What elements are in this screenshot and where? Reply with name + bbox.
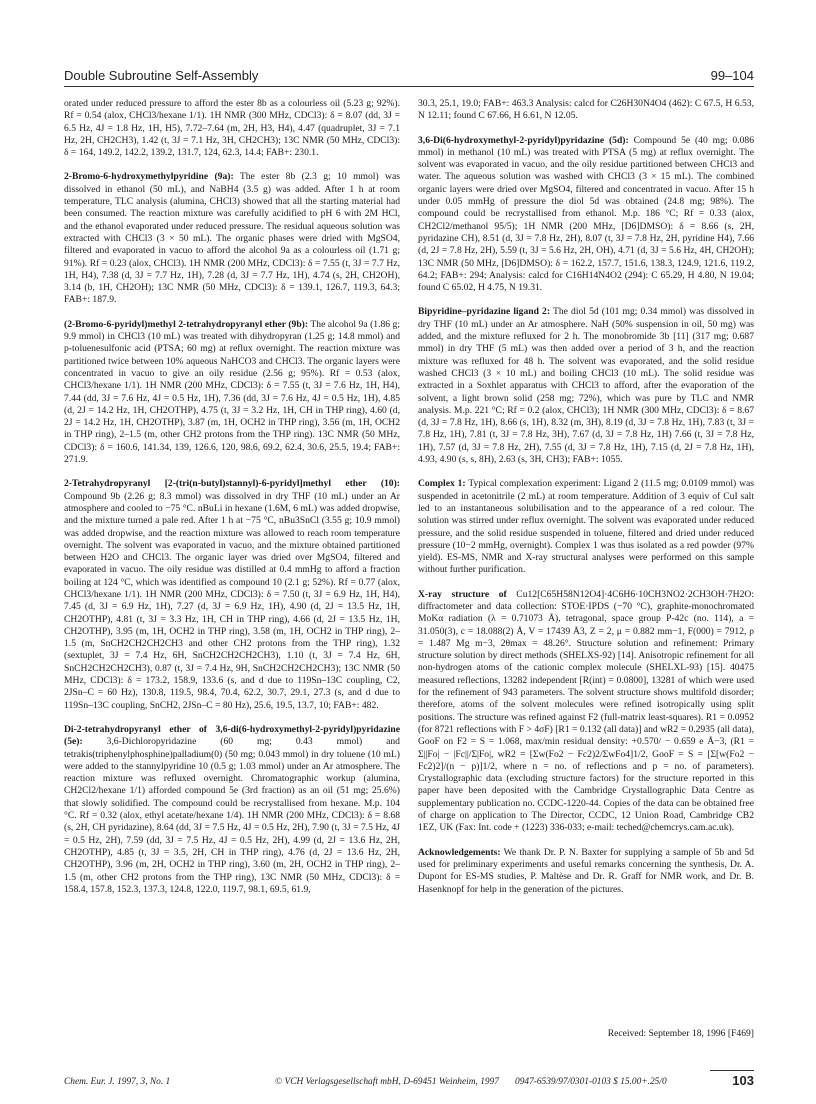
paragraph-text: 30.3, 25.1, 19.0; FAB+: 463.3 Analysis: calcd for C26H30N4O4 (462): C 67.5, H 6.53, N 12.11; found C 67.66, H 6.61, N 12.05. [418,98,754,122]
paragraph-text: 3,6-Dichloropyridazine (60 mg; 0.43 mmol) and tetrakis(triphenylphosphine)palladium(0) (50 mg; 0.043 mmol) in dry toluene (10 mL) were added to the stannylpyridine 10 (0.5 g; 1.03 mmol) under an Ar atmosphere. The reaction mixture was refluxed overnight. Chromatographic workup (alumina, CH2Cl2/hexane 1/1) afforded compound 5e (3rd fraction) as an oil (51 mg; 25.6%) that slowly solidified. The compound could be recrystallised from hexane. M.p. 104 °C. Rf = 0.32 (alox, ethyl acetate/hexane 1/4). 1H NMR (200 MHz, CDCl3): δ = 8.68 (s, 2H, CH pyridazine), 8.64 (dd, 3J = 7.5 Hz, 4J = 0.5 Hz, 2H), 7.90 (t, 3J = 7.5 Hz, 4J = 0.5 Hz, 2H), 7.59 (dd, 3J = 7.5 Hz, 4J = 0.5 Hz, 2H), 4.99 (d, 2J = 13.6 Hz, 2H, CH2OTHP), 4.85 (t, 3J = 3.5, 2H, CH in THP ring), 4.76 (d, 2J = 13.6 Hz, 2H, CH2OTHP), 3.96 (m, 2H, OCH2 in THP ring), 3.60 (m, 2H, OCH2 in THP ring), 2–1.5 (m, other CH2 protons from the THP ring), 13C NMR (50 MHz, CDCl3): δ = 158.4, 157.8, 152.3, 137.3, 124.8, 122.0, 119.7, 98.1, 69.5, 61.9, [64,736,400,895]
left-paragraph [64,171,400,306]
footer-rule [710,1070,754,1071]
running-header-title: Double Subroutine Self-Assembly [64,68,259,83]
footer-journal-citation: Chem. Eur. J. 1997, 3, No. 1 [64,1077,171,1087]
right-text-column [418,98,754,1050]
paragraph-text: The diol 5d (101 mg; 0.34 mmol) was dissolved in dry THF (10 mL) under an Ar atmosphere. NaH (50% suspension in oil, 50 mg) was added, and the mixture refluxed for 2 h. The monobromide 3b [11] (317 mg; 0.687 mmol) in dry THF (5 mL) was then added over a period of 3 h, and the reaction mixture was refluxed for 48 h. The solvent was evaporated, and the solid residue washed CHCl3 (3 × 10 mL) and boiling CHCl3 (10 mL). The solid residue was extracted in a Soxhlet apparatus with CHCl3 to afford, after the evaporation of the solvent, a light brown solid (258 mg; 72%), which was pure by TLC and NMR analysis. M.p. 221 °C; Rf = 0.2 (alox, CHCl3); 1H NMR (300 MHz, CDCl3): δ = 8.67 (d, 3J = 7.8 Hz, 1H), 8.66 (s, 1H), 8.32 (m, 3H), 8.19 (d, 3J = 7.8 Hz, 1H), 7.83 (t, 3J = 7.8 Hz, 1H), 7.81 (t, 3J = 7.8 Hz, 3H), 7.67 (d, 3J = 7.8 Hz, 1H) 7.66 (t, 3J = 7.8 Hz, 1H), 7.57 (d, 3J = 7.8 Hz, 2H), 7.55 (d, 3J = 7.8 Hz, 1H), 7.15 (d, 2J = 7.8 Hz, 1H), 4.93, 4.90 (s, s, 8H), 2.63 (s, 3H, CH3); FAB+: 1055. [418,306,754,466]
running-header-pages: 99–104 [710,68,754,83]
right-paragraph [418,306,754,466]
left-paragraph [64,319,400,467]
footer-issn: 0947-6539/97/0301-0103 $ 15.00+.25/0 [515,1077,667,1087]
footer-publisher: © VCH Verlagsgesellschaft mbH, D-69451 Weinheim, 1997 [275,1077,499,1087]
received-date: Received: September 18, 1996 [F469] [607,1028,754,1039]
left-paragraph [64,98,400,159]
paragraph-text: Compound 9b (2.26 g; 8.3 mmol) was dissolved in dry THF (10 mL) under an Ar atmosphere and cooled to −75 °C. nBuLi in hexane (1.6M, 6 mL) was added dropwise, and the mixture turned a pale red. After 1 h at −75 °C, nBu3SnCl (3.55 g; 10.9 mmol) was added dropwise, and the reaction mixture was allowed to reach room temperature overnight. The solvent was evaporated in vacuo, and the mixture obtained partitioned between H2O and CHCl3. The organic layer was dried over MgSO4, filtered and evaporated in vacuo. The oily residue was distilled at 0.4 mmHg to afford a fraction boiling at 124 °C, which was identified as compound 10 (2.1 g; 52%). Rf = 0.77 (alox, CHCl3/hexane 1/1). 1H NMR (200 MHz, CDCl3): δ = 7.50 (t, 3J = 6.9 Hz, 1H, H4), 7.45 (d, 3J = 6.9 Hz, 1H), 7.27 (d, 3J = 6.9 Hz, 1H), 4.90 (d, 2J = 13.5 Hz, 1H, CH2OTHP), 4.81 (t, 3J = 3.3 Hz, 1H, CH in THP ring), 4.66 (d, 2J = 13.5 Hz, 1H, CH2OTHP), 3.95 (m, 1H, OCH2 in THP ring), 3.58 (m, 1H, OCH2 in THP ring), 2–1.5 (m, SnCH2CH2CH2CH3 and other CH2 protons from the THP ring), 1.32 (sextuplet, 3J = 7.4 Hz, 6H, SnCH2CH2CH2CH3), 1.10 (t, 3J = 7.4 Hz, 6H, SnCH2CH2CH2CH3), 0.87 (t, 3J = 7.4 Hz, 9H, SnCH2CH2CH2CH3); 13C NMR (50 MHz, CDCl3): δ = 173.2, 158.9, 133.6 (s, and d due to 119Sn–13C coupling, C2, 2JSn–C = 60 Hz), 130.8, 119.5, 98.4, 70.4, 62.2, 30.7, 29.1, 27.3 (s, and d due to 119Sn–13C coupling, SnCH2, 2JSn–C = 80 Hz), 25.6, 19.5, 13.7, 10; FAB+: 482. [64,490,400,711]
right-paragraph [418,589,754,835]
paragraph-text: orated under reduced pressure to afford the ester 8b as a colourless oil (5.23 g; 92%). Rf = 0.54 (alox, CHCl3/hexane 1/1). 1H NMR (300 MHz, CDCl3): δ = 8.07 (dd, 3J = 6.5 Hz, 4J = 1.8 Hz, 1H, H5), 7.72–7.64 (m, 2H, H3, H4), 4.47 (quadruplet, 3J = 7.1 Hz, 2H, CH2CH3), 1.42 (t, 3J = 7.1 Hz, 3H, CH2CH3); 13C NMR (50 MHz, CDCl3): δ = 164, 149.2, 142.2, 139.2, 131.7, 124, 62.3, 14.4; FAB+: 230.1. [64,98,400,159]
header-rule [64,86,754,87]
section-heading: Di-2-tetrahydropyranyl ether of 3,6-di(6-hydroxymethyl-2-pyridyl)pyridazine (5e): [64,723,400,748]
section-heading: Acknowledgements: [418,846,501,858]
section-heading: 2-Bromo-6-hydroxymethylpyridine (9a): [64,171,234,183]
left-paragraph [64,478,400,712]
paragraph-text: Compound 5e (40 mg; 0.086 mmol) in methanol (10 mL) was treated with PTSA (5 mg) at reflux overnight. The solvent was evaporated in vacuo, and the oily residue partitioned between CHCl3 and water. The aqueous solution was washed with CHCl3 (3 × 15 mL). The combined organic layers were dried over MgSO4, filtered and concentrated in vacuo. After 15 h under 0.05 mmHg of pressure the diol 5d was obtained (24.8 mg; 98%). The compound could be recrystallised from ethanol. M.p. 186 °C; Rf = 0.33 (alox, CH2Cl2/methanol 95/5); 1H NMR (200 MHz, [D6]DMSO): δ = 8.66 (s, 2H, pyridazine CH), 8.51 (d, 3J = 7.8 Hz, 2H), 8.07 (t, 3J = 7.8 Hz, 2H, pyridine H4), 7.66 (d, 2J = 7.8 Hz, 2H), 5.59 (t, 3J = 5.6 Hz, 2H, OH), 4.71 (d, 3J = 5.6 Hz, 4H, CH2OH); 13C NMR (50 MHz, [D6]DMSO): δ = 162.2, 157.7, 151.6, 138.3, 124.9, 121.6, 119.2, 64.2; FAB+: 294; Analysis: calcd for C16H14N4O2 (294): C 65.29, H 4.80, N 19.04; found C 65.02, H 4.75, N 19.31. [418,134,754,294]
paragraph-text: The ester 8b (2.3 g; 10 mmol) was dissolved in ethanol (50 mL), and NaBH4 (3.5 g) was added. After 1 h at room temperature, TLC analysis (alumina, CHCl3) showed that all the starting material had been consumed. The reaction mixture was carefully acidified to pH 6 with 2M HCl, and the ethanol evaporated under reduced pressure. The residual aqueous solution was extracted with CHCl3 (3 × 50 mL). The organic phases were dried with MgSO4, filtered and evaporated in vacuo to afford the alcohol 9a as a colourless oil (1.71 g; 91%). Rf = 0.23 (alox, CHCl3). 1H NMR (200 MHz, CDCl3): δ = 7.55 (t, 3J = 7.7 Hz, 1H, H4), 7.38 (d, 3J = 7.7 Hz, 1H), 7.28 (d, 3J = 7.7 Hz, 1H), 4.74 (s, 2H, CH2OH), 3.14 (b, 1H, CH2OH); 13C NMR (50 MHz, CDCl3): δ = 139.1, 126.7, 119.3, 64.3; FAB+: 187.9. [64,171,400,306]
section-heading: X-ray structure of [418,588,507,600]
paragraph-text: Cu12[C65H58N12O4]·4C6H6·10CH3NO2·2CH3OH·7H2O: diffractometer and data collection: STOE·IPDS (−70 °C), graphite-monochromated MoKα radiation (λ = 0.71073 Å), tetragonal, space group P-42c (no. 114), a = 31.050(3), c = 18.088(2) Å, V = 17439 Å3, Z = 2, μ = 0.882 mm−1, F(000) = 7912, ρ = 1.487 Mg m−3, 2θmax = 48.26°. Structure solution and refinement: Primary structure solution by direct methods (SHELXS-92) [14]. Anisotropic refinement for all non-hydrogen atoms of the cationic complex molecule (SHELXL-93) [15]. 40475 measured reflections, 13282 independent [R(int) = 0.0800], 13281 of which were used for the refinement of 943 parameters. The solvent structure shows multifold disorder; therefore, atoms of the solvent molecules were refined isotropically using split positions. The structure was refined against F2 (full-matrix least-squares). R1 = 0.0952 (for 8721 reflections with F > 4σF) [R1 = 0.132 (all data)] and wR2 = 0.2935 (all data), GooF on F2 = S = 1.068, max/min residual density: +0.570/ − 0.659 e Å−3, (R1 = Σ||Fo| − |Fc||/Σ|Fo|, wR2 = [Σw(Fo2 − Fc2)2/ΣwFo4]1/2, GooF = S = [Σ[w(Fo2 − Fc2)2]/(n − p)]1/2, where n = no. of reflections and p = no. of parameters). Crystallographic data (excluding structure factors) for the structure reported in this paper have been deposited with the Cambridge Crystallographic Data Centre as supplementary publication no. CCDC-1220-44. Copies of the data can be obtained free of charge on application to The Director, CCDC, 12 Union Road, Cambridge CB2 1EZ, UK (Fax: Int. code + (1223) 336-033; e-mail: teched@chemcrys.cam.ac.uk). [418,588,754,834]
right-paragraph [418,98,754,123]
right-paragraph [418,135,754,295]
section-heading: Bipyridine–pyridazine ligand 2: [418,306,551,318]
right-paragraph [418,478,754,576]
paragraph-text: We thank Dr. P. N. Baxter for supplying a sample of 5b and 5d used for preliminary experiments and useful remarks concerning the synthesis, Dr. A. Dupont for ES-MS studies, P. Maltèse and Dr. R. Graff for NMR work, and Dr. B. Hasenknopf for help in the generation of the pictures. [418,846,754,895]
left-paragraph [64,724,400,896]
section-heading: 3,6-Di(6-hydroxymethyl-2-pyridyl)pyridazine (5d): [418,134,629,146]
paragraph-text: Typical complexation experiment: Ligand 2 (11.5 mg; 0.0109 mmol) was suspended in acetonitrile (2 mL) at room temperature. Addition of 3 equiv of CuI salt led to an instantaneous solubilisation and to the appearance of a red colour. The solution was stirred under reflux overnight. The solvent was evaporated under reduced pressure, and the solid residue suspended in toluene, filtered and dried under reduced pressure (10−2 mmHg, overnight). Complex 1 was thus isolated as a red powder (97% yield). ES-MS, NMR and X-ray structural analyses were performed on this sample without further purification. [418,478,754,576]
section-heading: Complex 1: [418,478,466,490]
right-paragraph [418,847,754,896]
paragraph-text: The alcohol 9a (1.86 g; 9.9 mmol) in CHCl3 (10 mL) was treated with dihydropyran (1.25 g; 14.8 mmol) and p-toluenesulfonic acid (PTSA; 60 mg) at reflux overnight. The reaction mixture was partitioned twice between 10% aqueous NaHCO3 and CHCl3. The organic layers were concentrated in vacuo to give an oily residue (2.56 g; 95%). Rf = 0.53 (alox, CHCl3/hexane 1/1). 1H NMR (200 MHz, CDCl3): δ = 7.55 (t, 3J = 7.6 Hz, 1H, H4), 7.44 (dd, 3J = 7.6 Hz, 4J = 0.5 Hz, 1H), 7.36 (dd, 3J = 7.6 Hz, 4J = 0.5 Hz, 1H), 4.85 (d, 2J = 14.2 Hz, 1H, CH2OTHP), 4.75 (t, 3J = 3.2 Hz, 1H, CH in THP ring), 4.60 (d, 2J = 14.2 Hz, 1H, CH2OTHP), 3.87 (m, 1H, OCH2 in THP ring), 3.56 (m, 1H, OCH2 in THP ring), 2–1.5 (m, other CH2 protons from the THP ring). 13C NMR (50 MHz, CDCl3): δ = 160.6, 141.34, 139, 126.6, 120, 98.6, 69.2, 62.4, 30.6, 25.5, 19.4; FAB+: 271.9. [64,318,400,466]
section-heading: (2-Bromo-6-pyridyl)methyl 2-tetrahydropyranyl ether (9b): [64,318,309,330]
section-heading: 2-Tetrahydropyranyl [2-(tri(n-butyl)stannyl)-6-pyridyl]methyl ether (10): [64,478,400,490]
left-text-column [64,98,400,1050]
page-number: 103 [732,1073,754,1088]
